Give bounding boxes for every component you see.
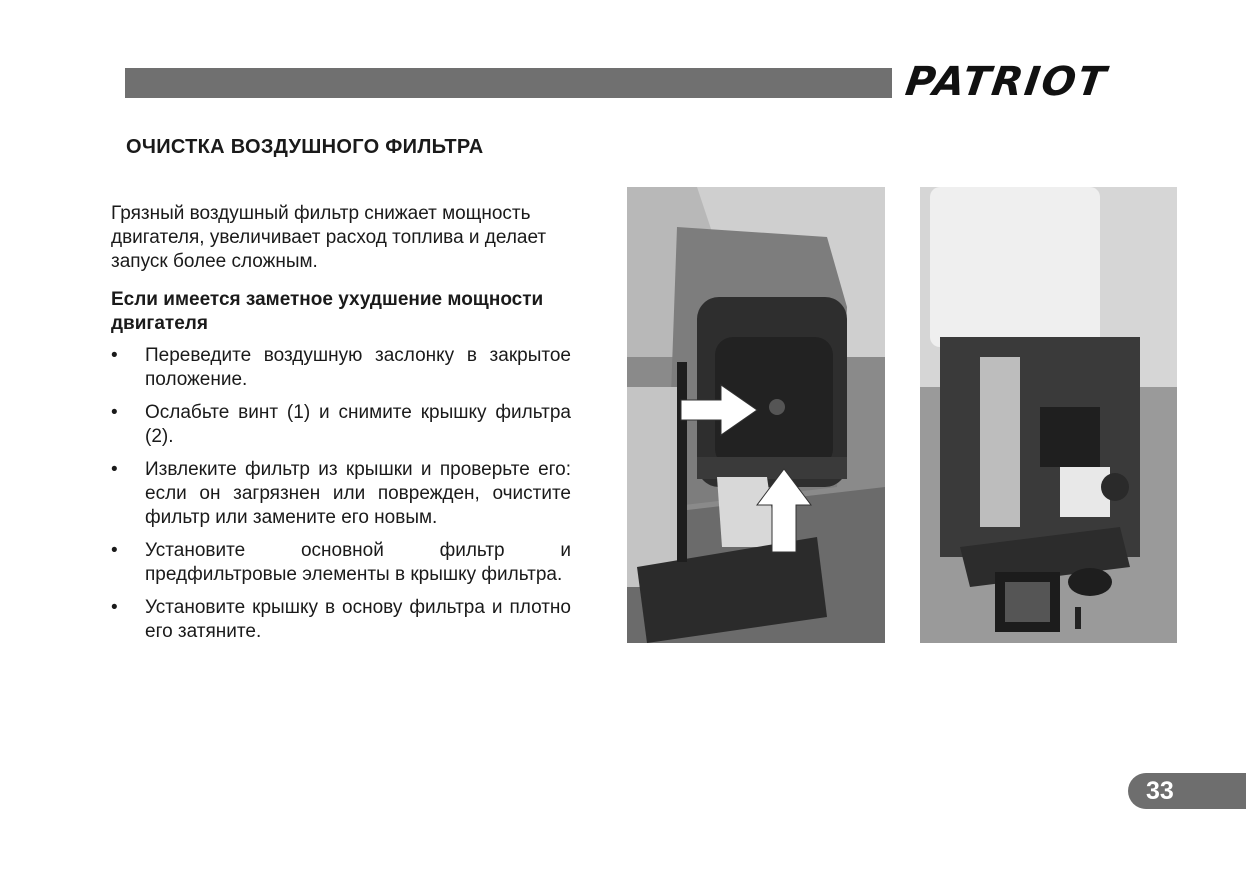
text-column <box>111 202 571 653</box>
steps-list <box>111 344 571 644</box>
list-item <box>111 401 571 449</box>
list-item <box>111 596 571 644</box>
bullet: • <box>111 459 118 480</box>
intro-paragraph: Грязный воздушный фильтр снижает мощность двигателя, увеличивает расход топлива и делает запуск более сложным. <box>111 203 547 272</box>
bullet: • <box>111 345 118 366</box>
header-bar <box>125 68 892 98</box>
section-title: ОЧИСТКА ВОЗДУШНОГО ФИЛЬТРА <box>126 136 484 158</box>
bullet: • <box>111 402 118 423</box>
subheading: Если имеется заметное ухудшение мощности двигателя <box>111 289 544 334</box>
step-text: Ослабьте винт (1) и снимите крышку фильтра (2). <box>145 402 571 447</box>
brand-logo: PATRIOT <box>902 59 1111 105</box>
bullet: • <box>111 540 118 561</box>
step-text: Установите крышку в основу фильтра и плотно его затяните. <box>145 597 571 642</box>
page-number-tab <box>1128 773 1246 809</box>
photo-filter-cover <box>627 187 885 643</box>
step-text: Извлеките фильтр из крышки и проверьте его: если он загрязнен или поврежден, очистите фильтр или замените его новым. <box>145 459 571 528</box>
list-item <box>111 539 571 587</box>
photo-filter-removed <box>920 187 1177 643</box>
list-item <box>111 344 571 392</box>
page-number: 33 <box>1146 777 1174 805</box>
step-text: Переведите воздушную заслонку в закрытое положение. <box>145 345 571 390</box>
bullet: • <box>111 597 118 618</box>
list-item <box>111 458 571 530</box>
step-text: Установите основной фильтр и предфильтровые элементы в крышку фильтра. <box>145 540 571 585</box>
